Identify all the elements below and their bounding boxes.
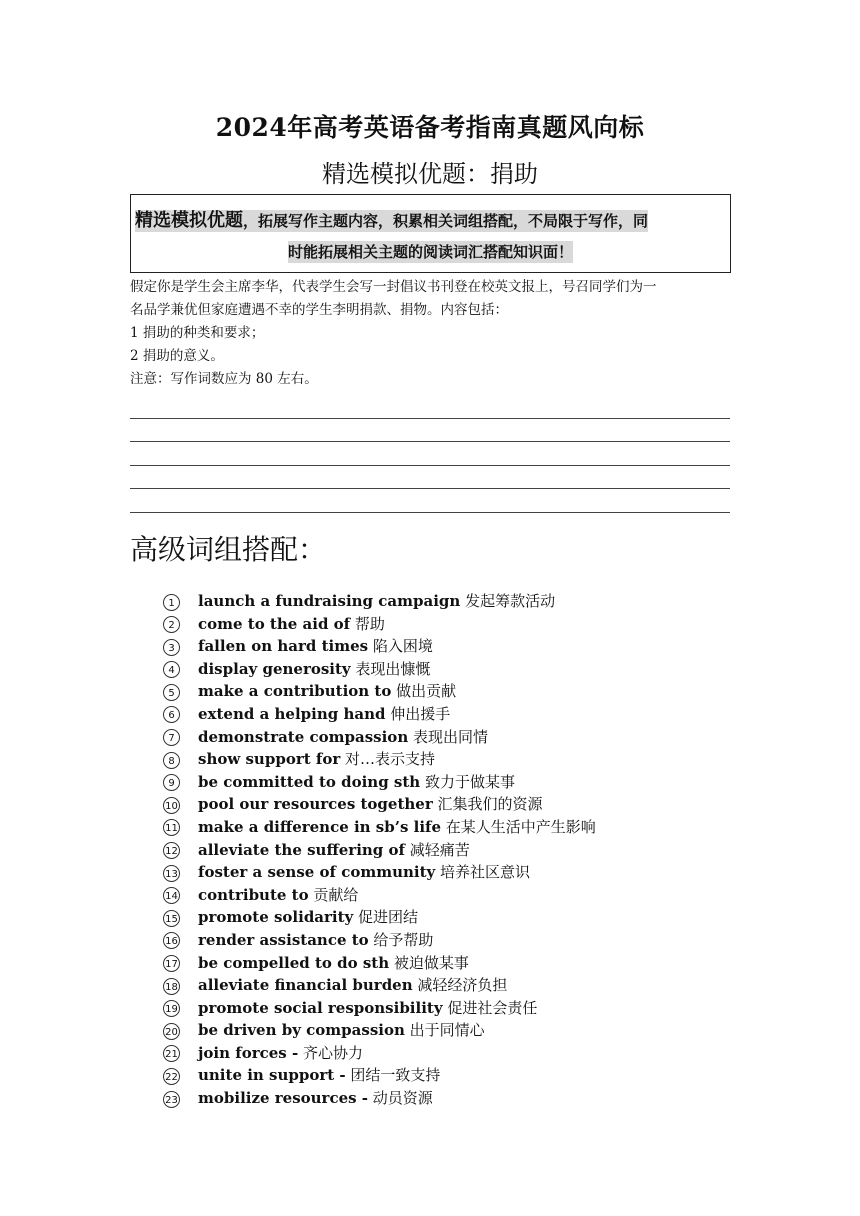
phrase-chinese: 伸出援手 [385, 704, 451, 723]
item-number: 15 [163, 910, 180, 927]
writing-prompt [130, 276, 734, 391]
item-number: 18 [163, 978, 180, 995]
phrase-chinese: 表现出慷慨 [350, 659, 431, 678]
list-item [163, 613, 596, 636]
phrase-chinese: 发起筹款活动 [460, 592, 556, 610]
list-item [163, 726, 596, 749]
phrase-english: promote solidarity [198, 908, 354, 927]
answer-line[interactable] [130, 442, 730, 466]
phrase-chinese: 陷入困境 [368, 637, 433, 656]
list-item [163, 1064, 596, 1087]
document-subtitle: 精选模拟优题：捐助 [322, 160, 538, 188]
prompt-line: 1 捐助的种类和要求； [130, 325, 265, 341]
phrase-chinese: 减轻经济负担 [412, 976, 508, 995]
phrase-list [163, 590, 596, 1110]
phrase-english: come to the aid of [198, 614, 351, 633]
list-item [163, 839, 596, 862]
list-item [163, 703, 596, 726]
item-number: 4 [163, 661, 180, 678]
item-number: 20 [163, 1023, 180, 1040]
list-item [163, 748, 596, 771]
intro-highlight [135, 210, 648, 232]
list-item [163, 861, 596, 884]
prompt-line: 注意：写作词数应为 80 左右。 [130, 371, 318, 387]
item-number: 6 [163, 706, 180, 723]
phrase-english: pool our resources together [198, 795, 433, 814]
phrase-english: demonstrate compassion [198, 727, 409, 746]
section-title: 高级词组搭配： [130, 533, 327, 566]
phrase-english: display generosity [198, 659, 351, 678]
phrase-english: be driven by compassion [198, 1021, 405, 1040]
prompt-line: 假定你是学生会主席李华，代表学生会写一封倡议书刊登在校英文报上，号召同学们为一 [130, 279, 657, 295]
item-number: 19 [163, 1000, 180, 1017]
phrase-chinese: 帮助 [350, 614, 385, 633]
answer-lines [130, 395, 730, 513]
list-item [163, 680, 596, 703]
item-number: 11 [163, 819, 180, 836]
item-number: 17 [163, 955, 180, 972]
list-item [163, 658, 596, 681]
list-item [163, 793, 596, 816]
phrase-english: unite in support - [198, 1066, 346, 1085]
phrase-english: contribute to [198, 885, 309, 904]
phrase-english: make a contribution to [198, 682, 392, 701]
list-item [163, 929, 596, 952]
item-number: 12 [163, 842, 180, 859]
phrase-english: join forces - [198, 1043, 299, 1062]
item-number: 16 [163, 932, 180, 949]
phrase-chinese: 减轻痛苦 [404, 840, 470, 859]
item-number: 13 [163, 865, 180, 882]
phrase-english: fallen on hard times [198, 637, 369, 656]
phrase-chinese: 在某人生活中产生影响 [441, 817, 596, 836]
phrase-english: be compelled to do sth [198, 953, 390, 972]
phrase-chinese: 培养社区意识 [435, 863, 531, 882]
list-item [163, 997, 596, 1020]
phrase-english: mobilize resources - [198, 1089, 369, 1108]
answer-line[interactable] [130, 466, 730, 490]
list-item [163, 952, 596, 975]
list-item [163, 771, 596, 794]
phrase-chinese: 表现出同情 [408, 727, 489, 746]
item-number: 21 [163, 1045, 180, 1062]
item-number: 3 [163, 639, 180, 656]
phrase-chinese: 动员资源 [368, 1089, 433, 1108]
phrase-chinese: 给予帮助 [368, 930, 434, 949]
phrase-english: promote social responsibility [198, 998, 443, 1017]
item-number: 7 [163, 729, 180, 746]
phrase-english: extend a helping hand [198, 704, 386, 723]
phrase-chinese: 贡献给 [308, 885, 359, 904]
list-item [163, 1087, 596, 1110]
intro-line-1 [135, 206, 726, 232]
phrase-chinese: 促进团结 [353, 908, 419, 927]
phrase-chinese: 汇集我们的资源 [432, 795, 543, 814]
phrase-chinese: 致力于做某事 [420, 772, 515, 791]
item-number: 14 [163, 887, 180, 904]
list-item [163, 1042, 596, 1065]
list-item [163, 884, 596, 907]
phrase-english: make a difference in sb’s life [198, 817, 442, 836]
answer-line[interactable] [130, 419, 730, 443]
phrase-chinese: 做出贡献 [391, 682, 457, 701]
item-number: 1 [163, 594, 180, 611]
item-number: 2 [163, 616, 180, 633]
intro-line2-text: 时能拓展相关主题的阅读词汇搭配知识面！ [287, 243, 573, 261]
list-item [163, 590, 596, 613]
phrase-english: render assistance to [198, 930, 369, 949]
phrase-chinese: 出于同情心 [404, 1021, 485, 1040]
intro-line1-rest: ，拓展写作主题内容，积累相关词组搭配，不局限于写作，同 [243, 212, 649, 230]
prompt-line: 2 捐助的意义。 [130, 348, 224, 364]
phrase-chinese: 被迫做某事 [389, 953, 469, 972]
list-item [163, 1019, 596, 1042]
phrase-english: show support for [198, 750, 341, 769]
item-number: 5 [163, 684, 180, 701]
document-title: 2024年高考英语备考指南真题风向标 [215, 113, 645, 142]
item-number: 9 [163, 774, 180, 791]
phrase-english: alleviate the suffering of [198, 840, 405, 859]
intro-box [130, 194, 731, 273]
phrase-chinese: 团结一致支持 [345, 1066, 441, 1085]
answer-line[interactable] [130, 489, 730, 513]
phrase-chinese: 齐心协力 [298, 1043, 363, 1062]
intro-line-2 [131, 241, 730, 262]
list-item [163, 974, 596, 997]
answer-line[interactable] [130, 395, 730, 419]
item-number: 8 [163, 752, 180, 769]
phrase-english: be committed to doing sth [198, 772, 421, 791]
intro-lead: 精选模拟优题 [135, 210, 243, 231]
list-item [163, 635, 596, 658]
phrase-chinese: 促进社会责任 [442, 998, 538, 1017]
phrase-english: alleviate financial burden [198, 976, 413, 995]
item-number: 10 [163, 797, 180, 814]
phrase-english: foster a sense of community [198, 863, 436, 882]
prompt-line: 名品学兼优但家庭遭遇不幸的学生李明捐款、捐物。内容包括： [130, 302, 508, 318]
item-number: 22 [163, 1068, 180, 1085]
phrase-english: launch a fundraising campaign [198, 592, 461, 610]
item-number: 23 [163, 1091, 180, 1108]
list-item [163, 906, 596, 929]
list-item [163, 816, 596, 839]
phrase-chinese: 对…表示支持 [340, 750, 436, 769]
